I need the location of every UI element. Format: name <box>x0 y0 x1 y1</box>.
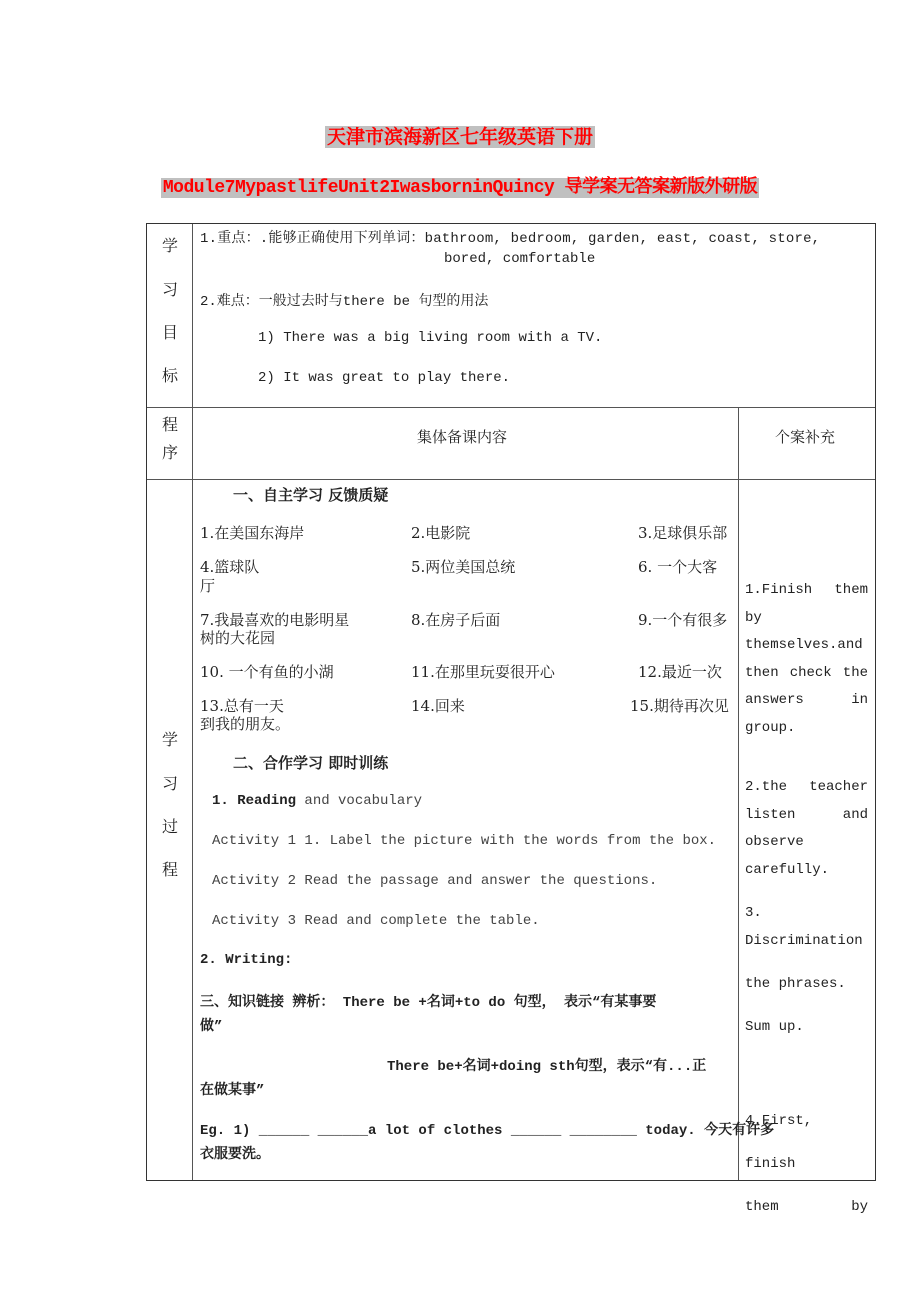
activity-3: Activity 3 Read and complete the table. <box>212 913 540 929</box>
vocab-item-13-wrap: 到我的朋友。 <box>200 715 291 733</box>
vocab-item-2: 2.电影院 <box>411 524 471 542</box>
vocab-item-4: 4.篮球队 <box>200 558 260 576</box>
collective-prep-header: 集体备课内容 <box>417 428 508 446</box>
vocab-item-12: 12.最近一次 <box>638 663 722 681</box>
procedure-label-2: 序 <box>161 443 178 462</box>
document-title-line2 <box>0 172 920 198</box>
example-fill-blank: Eg. 1) ______ ______a lot of clothes ______ ________ today. 今天有许多 <box>200 1123 775 1139</box>
side-note-1-line: themselves.and <box>745 637 863 653</box>
vocab-item-4-wrap: 厅 <box>200 577 216 595</box>
side-note-1-line: group. <box>745 719 796 736</box>
col-divider <box>738 407 739 1180</box>
vocab-item-5: 5.两位美国总统 <box>411 558 516 576</box>
procedure-label-1: 程 <box>161 415 178 434</box>
section3-line1-wrap: 做” <box>200 1019 223 1035</box>
section3-line2: There be+名词+doing sth句型，表示“有...正 <box>387 1059 707 1075</box>
vocab-item-9: 9.一个有很多 <box>638 611 728 629</box>
section2-heading: 二、合作学习 即时训练 <box>233 754 389 772</box>
writing-label: 2. Writing: <box>200 952 293 968</box>
example-sentence-1: 1) There was a big living room with a TV. <box>258 330 603 346</box>
objectives-label-2: 习 <box>161 280 178 299</box>
side-note-2-line: observe <box>745 834 804 850</box>
example-fill-blank-wrap: 衣服要洗。 <box>200 1147 270 1163</box>
section3-line1: 三、知识链接 辨析： There be +名词+to do 句型， 表示“有某事要 <box>200 995 657 1011</box>
vocab-item-7: 7.我最喜欢的电影明星 <box>200 611 350 629</box>
side-note-4-line: 4.First, finish <box>745 1113 813 1172</box>
difficulty-point: 2.难点：一般过去时与there be 句型的用法 <box>200 294 489 310</box>
key-points-line2: bored, comfortable <box>444 251 596 267</box>
activity-2: Activity 2 Read the passage and answer the questions. <box>212 873 658 889</box>
document-title-line1 <box>0 122 920 149</box>
title-text-1: 天津市滨海新区七年级英语下册 <box>326 126 593 148</box>
section3-line2-wrap: 在做某事” <box>200 1083 265 1099</box>
side-note-1-line: then check the <box>745 664 868 681</box>
side-note-2-line: 2.the teacher <box>745 779 868 795</box>
reading-rest: and vocabulary <box>296 793 423 809</box>
side-note-1-line: 1.Finish them by <box>745 582 868 626</box>
side-note-2 <box>745 774 868 884</box>
process-label-2: 习 <box>161 774 178 793</box>
side-note-3-line: Discrimination <box>745 932 863 949</box>
side-note-4-line: them by <box>745 1199 868 1215</box>
reading-vocabulary-line <box>212 793 422 809</box>
vocab-item-10: 10. 一个有鱼的小湖 <box>200 663 334 681</box>
individual-supplement-header: 个案补充 <box>775 428 836 446</box>
vocab-item-6: 6. 一个大客 <box>638 558 718 576</box>
vocab-item-7-wrap: 树的大花园 <box>200 629 276 647</box>
row-divider <box>147 407 875 408</box>
section1-heading: 一、自主学习 反馈质疑 <box>233 486 389 504</box>
vocab-item-11: 11.在那里玩耍很开心 <box>411 663 555 681</box>
key-points-line1: 1.重点：.能够正确使用下列单词：bathroom, bedroom, garden, east, coast, store, <box>200 231 821 247</box>
vocab-item-13: 13.总有一天 <box>200 697 284 715</box>
side-note-2-line: listen and <box>745 806 868 823</box>
objectives-label-4: 标 <box>161 366 178 385</box>
example-sentence-2: 2) It was great to play there. <box>258 370 511 386</box>
side-note-3c: Sum up. <box>745 1019 804 1035</box>
side-note-2-line: carefully. <box>745 861 830 878</box>
side-note-4 <box>745 1100 868 1229</box>
objectives-label-3: 目 <box>161 323 178 342</box>
vocab-item-1: 1.在美国东海岸 <box>200 524 305 542</box>
side-note-1 <box>745 577 868 742</box>
objectives-label-1: 学 <box>161 236 178 255</box>
vocab-item-15: 15.期待再次见 <box>630 697 729 715</box>
side-note-1-line: answers in <box>745 692 868 708</box>
process-label-1: 学 <box>161 730 178 749</box>
vocab-item-3: 3.足球俱乐部 <box>638 524 728 542</box>
side-note-3 <box>745 900 868 955</box>
title-text-2: Module7MypastlifeUnit2IwasborninQuincy 导学案无答案新版外研版 <box>162 178 758 198</box>
reading-label: 1. Reading <box>212 793 297 809</box>
side-note-3-line: 3. <box>745 905 762 921</box>
process-label-4: 程 <box>161 860 178 879</box>
vocab-item-14: 14.回来 <box>411 697 465 715</box>
process-label-3: 过 <box>161 817 178 836</box>
vocab-item-8: 8.在房子后面 <box>411 611 501 629</box>
activity-1: Activity 1 1. Label the picture with the words from the box. <box>212 833 717 849</box>
side-note-3b: the phrases. <box>745 976 846 992</box>
row-divider <box>147 479 875 480</box>
